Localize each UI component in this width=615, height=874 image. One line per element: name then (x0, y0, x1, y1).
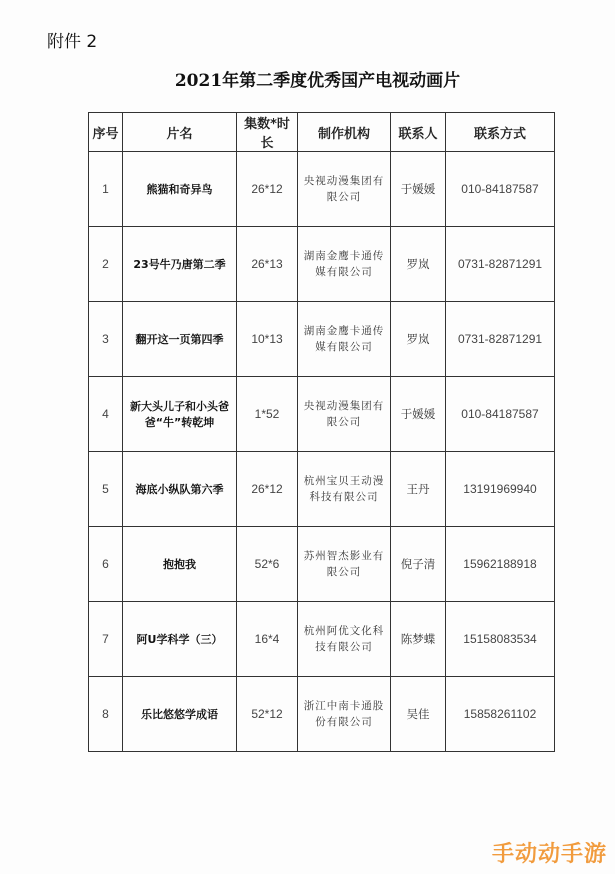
cell-phone: 15962188918 (446, 527, 555, 602)
table-row (89, 302, 555, 377)
cell-name: 乐比悠悠学成语 (123, 677, 237, 752)
cell-contact: 罗岚 (391, 302, 446, 377)
attachment-label: 附件 2 (47, 32, 98, 52)
table-row (89, 152, 555, 227)
cell-org: 央视动漫集团有限公司 (298, 152, 391, 227)
cell-contact: 陈梦蝶 (391, 602, 446, 677)
header-contact: 联系人 (391, 113, 446, 152)
table-row (89, 677, 555, 752)
table-body (89, 152, 555, 752)
cell-episodes: 26*12 (237, 452, 298, 527)
cell-episodes: 52*6 (237, 527, 298, 602)
cell-phone: 010-84187587 (446, 152, 555, 227)
cell-no: 5 (89, 452, 123, 527)
table-row (89, 377, 555, 452)
cell-contact: 于媛媛 (391, 377, 446, 452)
cell-episodes: 1*52 (237, 377, 298, 452)
cell-name: 抱抱我 (123, 527, 237, 602)
cell-phone: 010-84187587 (446, 377, 555, 452)
cell-phone: 0731-82871291 (446, 227, 555, 302)
cell-name: 阿U学科学（三） (123, 602, 237, 677)
cell-org: 湖南金鹰卡通传媒有限公司 (298, 302, 391, 377)
cell-no: 1 (89, 152, 123, 227)
cell-episodes: 26*12 (237, 152, 298, 227)
cell-contact: 罗岚 (391, 227, 446, 302)
header-episodes: 集数*时长 (237, 113, 298, 152)
cell-episodes: 26*13 (237, 227, 298, 302)
cell-phone: 13191969940 (446, 452, 555, 527)
table-row (89, 602, 555, 677)
cell-contact: 吴佳 (391, 677, 446, 752)
anime-table (88, 112, 555, 752)
watermark-logo: 手动动手游 (491, 842, 607, 867)
table-row (89, 527, 555, 602)
table-row (89, 452, 555, 527)
cell-name: 熊猫和奇异鸟 (123, 152, 237, 227)
table-row (89, 227, 555, 302)
cell-phone: 15158083534 (446, 602, 555, 677)
cell-no: 3 (89, 302, 123, 377)
cell-no: 8 (89, 677, 123, 752)
cell-org: 杭州阿优文化科技有限公司 (298, 602, 391, 677)
cell-org: 湖南金鹰卡通传媒有限公司 (298, 227, 391, 302)
cell-org: 苏州智杰影业有限公司 (298, 527, 391, 602)
cell-name: 新大头儿子和小头爸爸“牛”转乾坤 (123, 377, 237, 452)
header-phone: 联系方式 (446, 113, 555, 152)
document-title: 2021年第二季度优秀国产电视动画片 (174, 71, 461, 91)
header-org: 制作机构 (298, 113, 391, 152)
cell-org: 杭州宝贝王动漫科技有限公司 (298, 452, 391, 527)
cell-no: 7 (89, 602, 123, 677)
cell-no: 4 (89, 377, 123, 452)
cell-name: 翻开这一页第四季 (123, 302, 237, 377)
table-header-row (89, 113, 555, 152)
cell-org: 浙江中南卡通股份有限公司 (298, 677, 391, 752)
header-name: 片名 (123, 113, 237, 152)
cell-episodes: 52*12 (237, 677, 298, 752)
cell-org: 央视动漫集团有限公司 (298, 377, 391, 452)
cell-episodes: 16*4 (237, 602, 298, 677)
cell-no: 2 (89, 227, 123, 302)
cell-name: 23号牛乃唐第二季 (123, 227, 237, 302)
cell-contact: 王丹 (391, 452, 446, 527)
cell-contact: 倪子清 (391, 527, 446, 602)
cell-contact: 于媛媛 (391, 152, 446, 227)
header-no: 序号 (89, 113, 123, 152)
cell-phone: 0731-82871291 (446, 302, 555, 377)
cell-name: 海底小纵队第六季 (123, 452, 237, 527)
cell-phone: 15858261102 (446, 677, 555, 752)
cell-episodes: 10*13 (237, 302, 298, 377)
cell-no: 6 (89, 527, 123, 602)
